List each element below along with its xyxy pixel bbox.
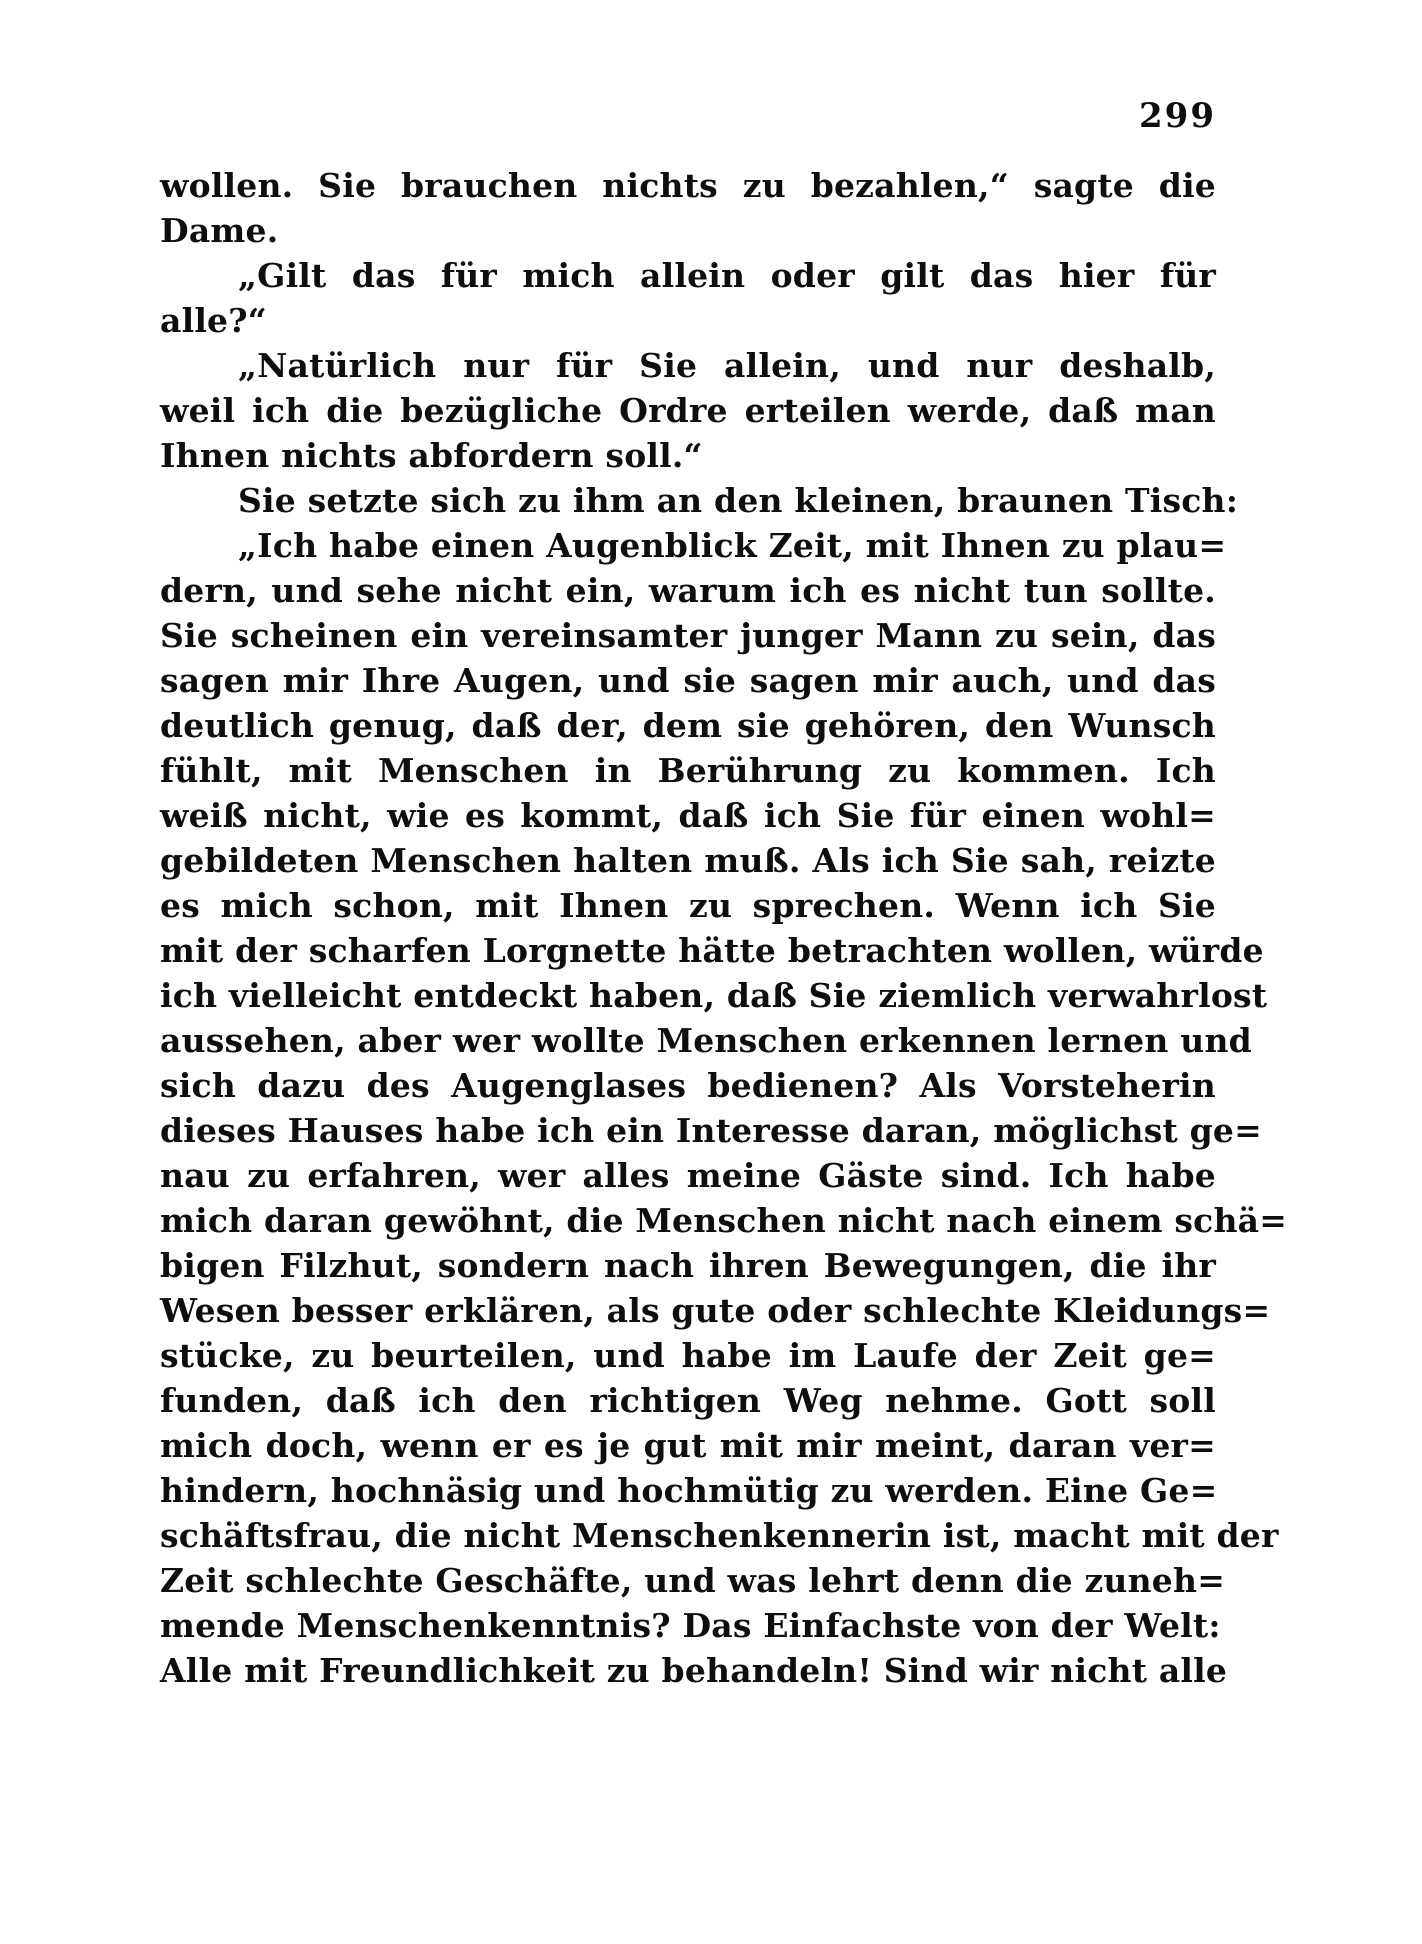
text-line: nau zu erfahren, wer alles meine Gäste sind. Ich habe bbox=[160, 1156, 1216, 1195]
page-number: 299 bbox=[1139, 96, 1216, 136]
text-line: Dame. bbox=[160, 211, 279, 250]
text-line: alle?“ bbox=[160, 301, 267, 340]
text-line: Sie scheinen ein vereinsamter junger Mann zu sein, das bbox=[160, 616, 1216, 655]
text-line: Alle mit Freundlichkeit zu behandeln! Sind wir nicht alle bbox=[160, 1651, 1228, 1690]
text-line: es mich schon, mit Ihnen zu sprechen. Wenn ich Sie bbox=[160, 886, 1216, 925]
text-line: Zeit schlechte Geschäfte, und was lehrt denn die zuneh= bbox=[160, 1561, 1226, 1600]
page-text bbox=[160, 163, 1288, 1693]
text-line: Ihnen nichts abfordern soll.“ bbox=[160, 436, 703, 475]
text-line: mit der scharfen Lorgnette hätte betrachten wollen, würde bbox=[160, 931, 1264, 970]
text-line: funden, daß ich den richtigen Weg nehme. Gott soll bbox=[160, 1381, 1216, 1420]
text-line: weiß nicht, wie es kommt, daß ich Sie für einen wohl= bbox=[160, 796, 1216, 835]
text-line: mich doch, wenn er es je gut mit mir meint, daran ver= bbox=[160, 1426, 1216, 1465]
text-line: aussehen, aber wer wollte Menschen erkennen lernen und bbox=[160, 1021, 1252, 1060]
text-line: sich dazu des Augenglases bedienen? Als Vorsteherin bbox=[160, 1066, 1216, 1105]
text-line: deutlich genug, daß der, dem sie gehören, den Wunsch bbox=[160, 706, 1216, 745]
text-line: sagen mir Ihre Augen, und sie sagen mir auch, und das bbox=[160, 661, 1216, 700]
text-line: fühlt, mit Menschen in Berührung zu kommen. Ich bbox=[160, 751, 1216, 790]
text-line: dieses Hauses habe ich ein Interesse daran, möglichst ge= bbox=[160, 1111, 1262, 1150]
text-line: weil ich die bezügliche Ordre erteilen werde, daß man bbox=[160, 391, 1216, 430]
text-line: mich daran gewöhnt, die Menschen nicht nach einem schä= bbox=[160, 1201, 1288, 1240]
text-line: bigen Filzhut, sondern nach ihren Bewegungen, die ihr bbox=[160, 1246, 1216, 1285]
text-line: wollen. Sie brauchen nichts zu bezahlen,“ sagte die bbox=[160, 166, 1216, 205]
text-line: ich vielleicht entdeckt haben, daß Sie ziemlich verwahrlost bbox=[160, 976, 1268, 1015]
text-line: stücke, zu beurteilen, und habe im Laufe der Zeit ge= bbox=[160, 1336, 1216, 1375]
text-line: „Ich habe einen Augenblick Zeit, mit Ihnen zu plau= bbox=[238, 526, 1227, 565]
text-line: gebildeten Menschen halten muß. Als ich Sie sah, reizte bbox=[160, 841, 1216, 880]
text-line: mende Menschenkenntnis? Das Einfachste von der Welt: bbox=[160, 1606, 1221, 1645]
text-line: Wesen besser erklären, als gute oder schlechte Kleidungs= bbox=[160, 1291, 1271, 1330]
text-line: hindern, hochnäsig und hochmütig zu werden. Eine Ge= bbox=[160, 1471, 1218, 1510]
text-line: Sie setzte sich zu ihm an den kleinen, braunen Tisch: bbox=[238, 481, 1239, 520]
text-line: „Gilt das für mich allein oder gilt das hier für bbox=[238, 256, 1216, 295]
text-line: dern, und sehe nicht ein, warum ich es nicht tun sollte. bbox=[160, 571, 1216, 610]
text-line: schäftsfrau, die nicht Menschenkennerin ist, macht mit der bbox=[160, 1516, 1279, 1555]
text-line: „Natürlich nur für Sie allein, und nur deshalb, bbox=[238, 346, 1216, 385]
